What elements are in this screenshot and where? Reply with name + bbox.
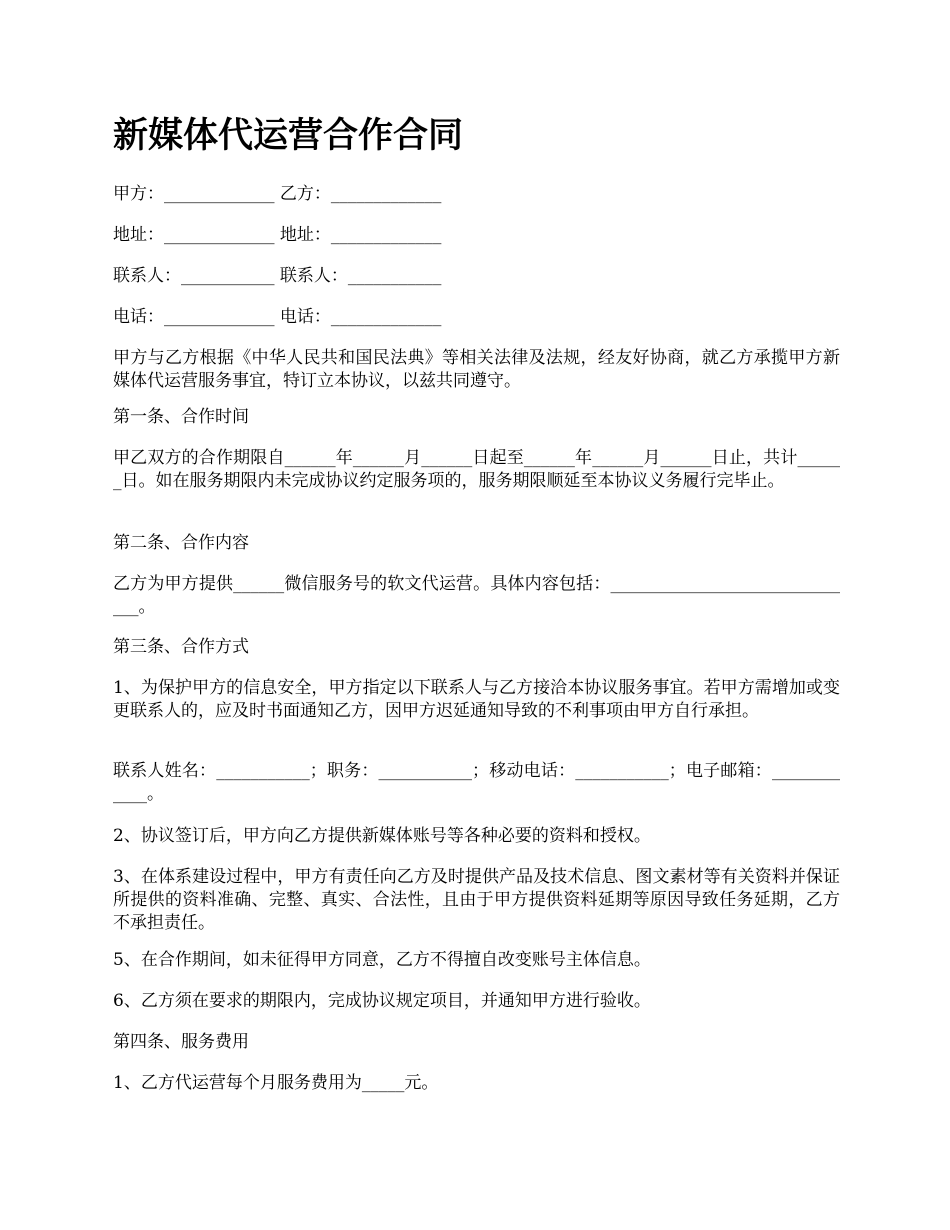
section-heading: 第四条、服务费用 <box>113 1032 249 1052</box>
preamble-paragraph: 甲方与乙方根据《中华人民共和国民法典》等相关法律及法规，经友好协商，就乙方承揽甲方新媒体代运营服务事宜，特订立本协议，以兹共同遵守。 <box>113 348 840 391</box>
party-contact-line: 联系人：___________ 联系人：___________ <box>113 266 442 286</box>
party-names-line: 甲方：_____________ 乙方：_____________ <box>113 184 442 204</box>
contact-fields-line: 联系人姓名：___________；职务：___________；移动电话：___________；电子邮箱：____________。 <box>113 761 840 804</box>
clause-paragraph: 1、乙方代运营每个月服务费用为_____元。 <box>113 1073 439 1093</box>
clause-paragraph: 2、协议签订后，甲方向乙方提供新媒体账号等各种必要的资料和授权。 <box>113 826 651 846</box>
clause-paragraph: 5、在合作期间，如未征得甲方同意，乙方不得擅自改变账号主体信息。 <box>113 950 651 970</box>
clause-paragraph: 6、乙方须在要求的期限内，完成协议规定项目，并通知甲方进行验收。 <box>113 991 651 1011</box>
party-address-line: 地址：_____________ 地址：_____________ <box>113 225 442 245</box>
section-heading: 第一条、合作时间 <box>113 407 249 427</box>
document-title: 新媒体代运营合作合同 <box>113 115 464 156</box>
clause-paragraph: 乙方为甲方提供______微信服务号的软文代运营。具体内容包括：______________________________。 <box>113 574 840 617</box>
party-phone-line: 电话：_____________ 电话：_____________ <box>113 307 442 327</box>
clause-paragraph: 3、在体系建设过程中，甲方有责任向乙方及时提供产品及技术信息、图文素材等有关资料并保证所提供的资料准确、完整、真实、合法性，且由于甲方提供资料延期等原因导致任务延期，乙方不承担责任。 <box>113 867 840 933</box>
clause-paragraph: 甲乙双方的合作期限自______年______月______日起至______年______月______日止，共计______日。如在服务期限内未完成协议约定服务项的，服务期限顺延至本协议义务履行完毕止。 <box>113 448 840 491</box>
section-heading: 第二条、合作内容 <box>113 533 249 553</box>
section-heading: 第三条、合作方式 <box>113 637 249 657</box>
clause-paragraph: 1、为保护甲方的信息安全，甲方指定以下联系人与乙方接洽本协议服务事宜。若甲方需增加或变更联系人的，应及时书面通知乙方，因甲方迟延通知导致的不利事项由甲方自行承担。 <box>113 678 840 721</box>
